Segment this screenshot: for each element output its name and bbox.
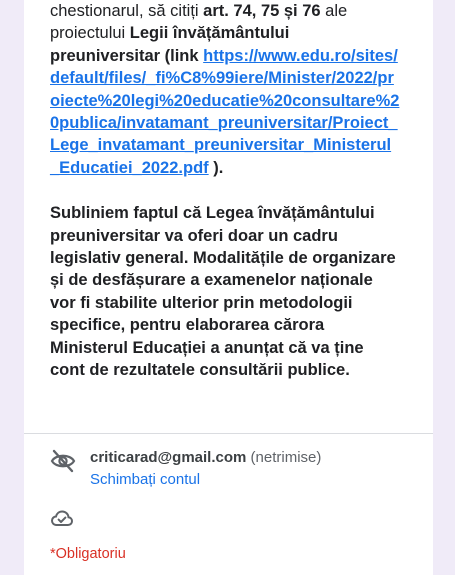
cloud-check-icon [50, 506, 74, 530]
description-articles: art. 74, 75 și 76 [203, 2, 321, 20]
description-text-end: ). [208, 158, 224, 177]
law-project-link[interactable]: https://www.edu.ro/sites/default/files/_fi%C8%99iere/Minister/2022/proiecte%20legi%20educatie%20consultare%20publica/invatamant_preuniversitar/Proiect_Lege_invatamant_preuniversitar_Ministerul_Educatiei_2022.pdf [50, 46, 400, 177]
form-description [50, 0, 400, 382]
account-section [50, 444, 410, 494]
description-paragraph-1 [50, 0, 400, 179]
description-law-name: Legii învățământului preuniversitar (link [50, 24, 290, 65]
switch-account-link[interactable]: Schimbați contul [90, 471, 201, 488]
account-email: criticarad@gmail.com [90, 449, 247, 466]
description-text-mid: ale proiectului [50, 2, 348, 43]
eye-off-icon [50, 448, 76, 474]
divider [24, 433, 433, 434]
account-info [90, 448, 321, 468]
required-indicator: *Obligatoriu [50, 546, 126, 562]
description-text-pre: chestionarul, să citiți [50, 2, 204, 20]
form-card [24, 0, 433, 575]
description-paragraph-2: Subliniem faptul că Legea învățământului preuniversitar va oferi doar un cadru legislativ general. Modalitățile de organizare și de desfășurare a examenelor naționale vor fi stabilite ulterior prin metodologii specifice, pentru elaborarea cărora Ministerul Educației a anunțat că va ține cont de rezultatele consultării publice. [50, 204, 396, 380]
account-status: (netrimise) [246, 449, 322, 466]
